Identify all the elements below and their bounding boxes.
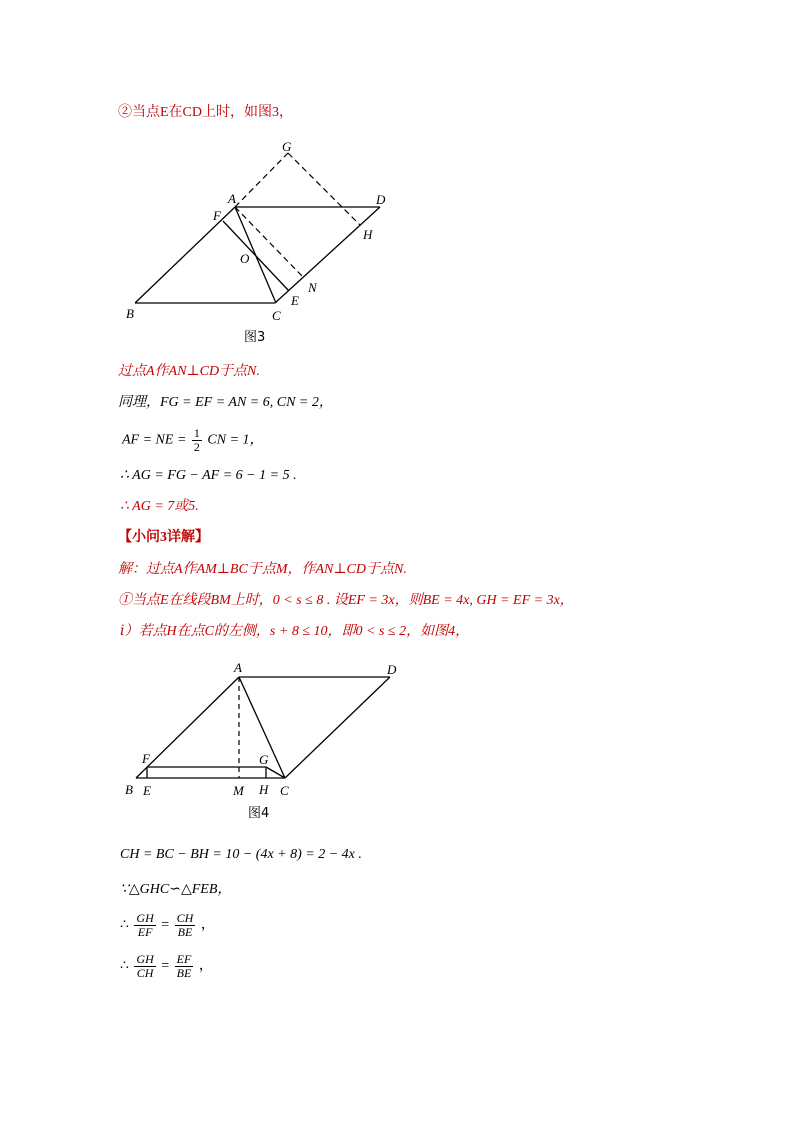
dashed-ag <box>235 153 288 207</box>
label-c: C <box>272 308 281 323</box>
case2-heading: ②当点E在CD上时，如图3， <box>118 105 293 120</box>
label-f: F <box>213 208 221 223</box>
edge-cd <box>285 677 390 778</box>
label-c: C <box>280 783 289 798</box>
label-m: M <box>233 783 244 798</box>
label-a: A <box>234 660 242 675</box>
label-g: G <box>282 139 292 154</box>
label-a: A <box>228 191 236 206</box>
ratio-2: ∴ $\frac{GH}{CH}$ = $\frac{EF}{BE}$ ， <box>120 952 213 980</box>
label-d: D <box>387 662 397 677</box>
figure-4-caption: 图4 <box>248 806 270 821</box>
similar-triangles: ∵△GHC∽△FEB， <box>120 882 232 897</box>
step-ag: ∴ AG = FG − AF = 6 − 1 = 5 . <box>120 468 297 483</box>
figure-4 <box>115 655 415 825</box>
label-d: D <box>376 192 386 207</box>
fraction-gh-ef: $\frac{GH}{EF}$ <box>136 911 154 939</box>
fraction-gh-ch: $\frac{GH}{CH}$ <box>136 952 154 980</box>
step-same: 同理，FG = EF = AN = 6, CN = 2， <box>118 395 333 410</box>
label-b: B <box>126 306 134 321</box>
label-o: O <box>240 251 250 266</box>
label-n: N <box>308 280 317 295</box>
label-f: F <box>142 751 150 766</box>
step-an: 过点A作AN⊥CD于点N. <box>118 364 260 379</box>
fraction-ef-be: $\frac{EF}{BE}$ <box>176 952 192 980</box>
label-e: E <box>143 783 151 798</box>
dashed-gh <box>288 153 360 225</box>
step-result: ∴ AG = 7或5. <box>120 499 199 514</box>
case1-line: ①当点E在线段BM上时，0 < s ≤ 8 . 设EF = 3x，则BE = 4x, GH = EF = 3x， <box>118 593 574 608</box>
sub-case-i: ⅰ）若点H在点C的左侧，s + 8 ≤ 10，即0 < s ≤ 2，如图4， <box>120 624 470 639</box>
fraction-ch-be: $\frac{CH}{BE}$ <box>176 911 194 939</box>
label-h: H <box>259 782 269 797</box>
eq-ch: CH = BC − BH = 10 − (4x + 8) = 2 − 4x . <box>120 847 362 862</box>
label-h: H <box>363 227 373 242</box>
section-title: 【小问3详解】 <box>118 530 209 545</box>
label-g: G <box>259 752 269 767</box>
step-af: AF = NE = $\frac{1}{2}$ CN = 1， <box>122 426 264 454</box>
figure-3-caption: 图3 <box>244 330 266 345</box>
edge-ba <box>136 677 239 778</box>
solution-line: 解：过点A作AM⊥BC于点M，作AN⊥CD于点N. <box>118 562 407 577</box>
label-b: B <box>125 782 133 797</box>
ratio-1: ∴ $\frac{GH}{EF}$ = $\frac{CH}{BE}$ ， <box>120 911 215 939</box>
edge-cd <box>275 207 380 303</box>
figure-3 <box>110 135 410 350</box>
label-e: E <box>291 293 299 308</box>
segment-fe <box>223 221 289 291</box>
dashed-an <box>235 207 303 277</box>
fraction-one-half: $\frac{1}{2}$ <box>193 426 200 454</box>
